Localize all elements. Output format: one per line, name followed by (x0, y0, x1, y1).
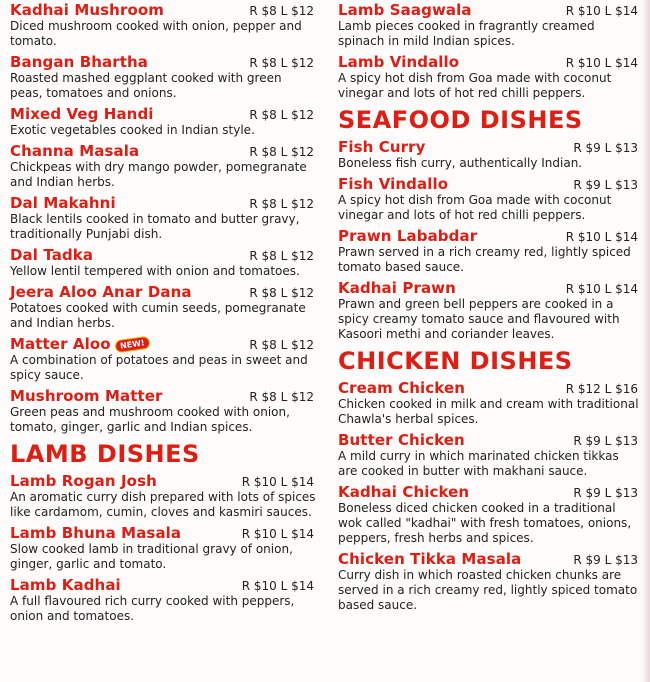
menu-item-name-wrap (10, 193, 116, 212)
menu-item-description: Chicken cooked in milk and cream with traditional Chawla's herbal spices. (338, 397, 639, 426)
left-column (10, 0, 316, 627)
menu-item-name-wrap (10, 245, 93, 264)
menu-item-header (10, 282, 316, 301)
menu-item-header (338, 482, 640, 501)
menu-item-name-wrap (10, 104, 154, 123)
menu-item-name-wrap (10, 471, 157, 490)
menu-item-price: R $10 L $14 (565, 282, 638, 296)
menu-item-header (338, 430, 640, 449)
menu-item-name: Bangan Bhartha (10, 53, 148, 71)
menu-item-description: Potatoes cooked with cumin seeds, pomegranate and Indian herbs. (10, 301, 306, 330)
menu-item-name: Cream Chicken (338, 379, 465, 397)
menu-item-header (10, 523, 316, 542)
menu-item-name-wrap (10, 282, 192, 301)
menu-item-name: Kadhai Prawn (338, 279, 456, 297)
chicken-section-title: CHICKEN DISHES (338, 347, 573, 375)
menu-item-name-wrap (10, 386, 163, 405)
menu-item (338, 278, 640, 342)
menu-item (338, 430, 640, 479)
menu-item-name-wrap (338, 482, 469, 501)
menu-item-description: Prawn and green bell peppers are cooked in a spicy creamy tomato sauce and flavoured with Kasoori methi and coriander leaves. (338, 297, 620, 341)
page-edge (642, 0, 650, 682)
menu-item-description: Boneless fish curry, authentically Indian. (338, 156, 583, 170)
menu-item-description: Slow cooked lamb in traditional gravy of onion, ginger, garlic and tomato. (10, 542, 293, 571)
menu-item-name-wrap (338, 174, 448, 193)
menu-item-name: Mushroom Matter (10, 387, 163, 405)
menu-item-description: Lamb pieces cooked in fragrantly creamed spinach in mild Indian spices. (338, 19, 595, 48)
menu-item (10, 245, 316, 279)
menu-item-description: Exotic vegetables cooked in Indian style. (10, 123, 255, 137)
menu-item-description: Roasted mashed eggplant cooked with green peas, tomatoes and onions. (10, 71, 282, 100)
menu-item (338, 174, 640, 223)
menu-item-header (10, 245, 316, 264)
menu-item (10, 471, 316, 520)
menu-item-price: R $10 L $14 (565, 56, 638, 70)
menu-item-price: R $8 L $12 (249, 108, 314, 122)
menu-item-name: Prawn Lababdar (338, 227, 478, 245)
menu-item-name-wrap (338, 278, 456, 297)
menu-item-header (338, 52, 640, 71)
menu-item-description: A mild curry in which marinated chicken tikkas are cooked in butter with makhani sauce. (338, 449, 619, 478)
menu-item-name-wrap (10, 0, 164, 19)
menu-item (10, 386, 316, 435)
menu-item-price: R $9 L $13 (573, 141, 638, 155)
menu-item-price: R $8 L $12 (249, 286, 314, 300)
lamb-section-title: LAMB DISHES (10, 440, 200, 468)
menu-item-price: R $9 L $13 (573, 434, 638, 448)
menu-item-name: Chicken Tikka Masala (338, 550, 522, 568)
menu-item-description: Curry dish in which roasted chicken chunks are served in a rich creamy red, lightly spiced tomato based sauce. (338, 568, 638, 612)
menu-item (10, 104, 316, 138)
lamb-items (10, 471, 316, 624)
menu-item (338, 482, 640, 546)
menu-item (338, 378, 640, 427)
seafood-items (338, 137, 640, 342)
menu-item-description: Diced mushroom cooked with onion, pepper and tomato. (10, 19, 302, 48)
menu-item-name: Matter Aloo (10, 335, 111, 353)
menu-item-price: R $10 L $14 (565, 230, 638, 244)
menu-item (338, 226, 640, 275)
menu-item-price: R $10 L $14 (565, 4, 638, 18)
menu-item-header (338, 0, 640, 19)
menu-item-description: Chickpeas with dry mango powder, pomegranate and Indian herbs. (10, 160, 307, 189)
menu-item-price: R $8 L $12 (249, 249, 314, 263)
menu-item (10, 141, 316, 190)
veg-items (10, 0, 316, 435)
menu-item-price: R $9 L $13 (573, 553, 638, 567)
menu-item-description: A spicy hot dish from Goa made with coconut vinegar and lots of hot red chilli peppers. (338, 71, 612, 100)
menu-item (338, 0, 640, 49)
menu-item-name-wrap (338, 52, 459, 71)
menu-item (338, 52, 640, 101)
menu-item-description: Yellow lentil tempered with onion and tomatoes. (10, 264, 300, 278)
menu-item (10, 0, 316, 49)
menu-item-price: R $10 L $14 (241, 527, 314, 541)
menu-item-description: A spicy hot dish from Goa made with coconut vinegar and lots of hot red chilli peppers. (338, 193, 612, 222)
menu-item-header (338, 226, 640, 245)
menu-item-name: Kadhai Mushroom (10, 1, 164, 19)
menu-item-header (10, 52, 316, 71)
menu-item-header (10, 104, 316, 123)
menu-item-name: Lamb Saagwala (338, 1, 472, 19)
menu-item-description: A full flavoured rich curry cooked with peppers, onion and tomatoes. (10, 594, 295, 623)
menu-item (338, 549, 640, 613)
menu-item-name-wrap (338, 0, 472, 19)
menu-item-name: Lamb Vindallo (338, 53, 460, 71)
menu-item-description: A combination of potatoes and peas in sweet and spicy sauce. (10, 353, 308, 382)
menu-item-header (10, 141, 316, 160)
menu-item-name-wrap (338, 549, 521, 568)
menu-item-description: Prawn served in a rich creamy red, lightly spiced tomato based sauce. (338, 245, 631, 274)
menu-item-name: Channa Masala (10, 142, 140, 160)
menu-item-name-wrap (10, 334, 149, 353)
menu-item (338, 137, 640, 171)
menu-item-description: Green peas and mushroom cooked with onion, tomato, ginger, garlic and Indian spices. (10, 405, 290, 434)
menu-item-header (338, 137, 640, 156)
menu-item-name: Butter Chicken (338, 431, 465, 449)
menu-item-header (10, 386, 316, 405)
menu-item-price: R $8 L $12 (249, 145, 314, 159)
menu-item-name: Lamb Rogan Josh (10, 472, 157, 490)
menu-item-description: Black lentils cooked in tomato and butter gravy, traditionally Punjabi dish. (10, 212, 300, 241)
menu-item-description: An aromatic curry dish prepared with lots of spices like cardamom, cumin, cloves and kasmiri sauces. (10, 490, 316, 519)
menu-item-name-wrap (10, 575, 121, 594)
right-column (338, 0, 640, 616)
menu-item-name: Fish Curry (338, 138, 426, 156)
lamb-items-continued (338, 0, 640, 101)
chicken-items (338, 378, 640, 613)
menu-item-header (338, 549, 640, 568)
menu-item-price: R $8 L $12 (249, 197, 314, 211)
menu-item (10, 52, 316, 101)
menu-item-name-wrap (338, 430, 465, 449)
menu-item-name-wrap (338, 137, 425, 156)
seafood-section-title: SEAFOOD DISHES (338, 106, 583, 134)
menu-item-name-wrap (10, 141, 139, 160)
menu-item-name: Kadhai Chicken (338, 483, 470, 501)
menu-item-name-wrap (338, 378, 465, 397)
menu-item-price: R $8 L $12 (249, 4, 314, 18)
menu-item-name: Dal Tadka (10, 246, 94, 264)
menu-item-price: R $9 L $13 (573, 486, 638, 500)
menu-item-header (338, 278, 640, 297)
menu-item-header (338, 378, 640, 397)
menu-item-name: Lamb Kadhai (10, 576, 121, 594)
menu-item-header (10, 575, 316, 594)
menu-item-name: Mixed Veg Handi (10, 105, 154, 123)
menu-item-price: R $10 L $14 (241, 475, 314, 489)
menu-item-name: Lamb Bhuna Masala (10, 524, 182, 542)
menu-item-header (338, 174, 640, 193)
menu-item-name-wrap (338, 226, 477, 245)
menu-item-description: Boneless diced chicken cooked in a traditional wok called "kadhai" with fresh tomatoes, onions, peppers, fresh herbs and spices. (338, 501, 632, 545)
menu-item-price: R $9 L $13 (573, 178, 638, 192)
menu-item-price: R $12 L $16 (565, 382, 638, 396)
menu-item-name: Dal Makahni (10, 194, 116, 212)
menu-item-price: R $8 L $12 (249, 390, 314, 404)
menu-item-header (10, 471, 316, 490)
menu-item (10, 523, 316, 572)
menu-item-name: Fish Vindallo (338, 175, 449, 193)
menu-item-name-wrap (10, 52, 148, 71)
menu-item-price: R $10 L $14 (241, 579, 314, 593)
menu-item-name-wrap (10, 523, 181, 542)
menu-item-name: Jeera Aloo Anar Dana (10, 283, 192, 301)
menu-item (10, 575, 316, 624)
menu-item-header (10, 193, 316, 212)
menu-item-price: R $8 L $12 (249, 56, 314, 70)
menu-item-header (10, 0, 316, 19)
new-badge: NEW! (114, 336, 150, 354)
menu-item (10, 193, 316, 242)
menu-item-price: R $8 L $12 (249, 338, 314, 352)
menu-item-header (10, 334, 316, 353)
menu-item (10, 282, 316, 331)
menu-item (10, 334, 316, 383)
